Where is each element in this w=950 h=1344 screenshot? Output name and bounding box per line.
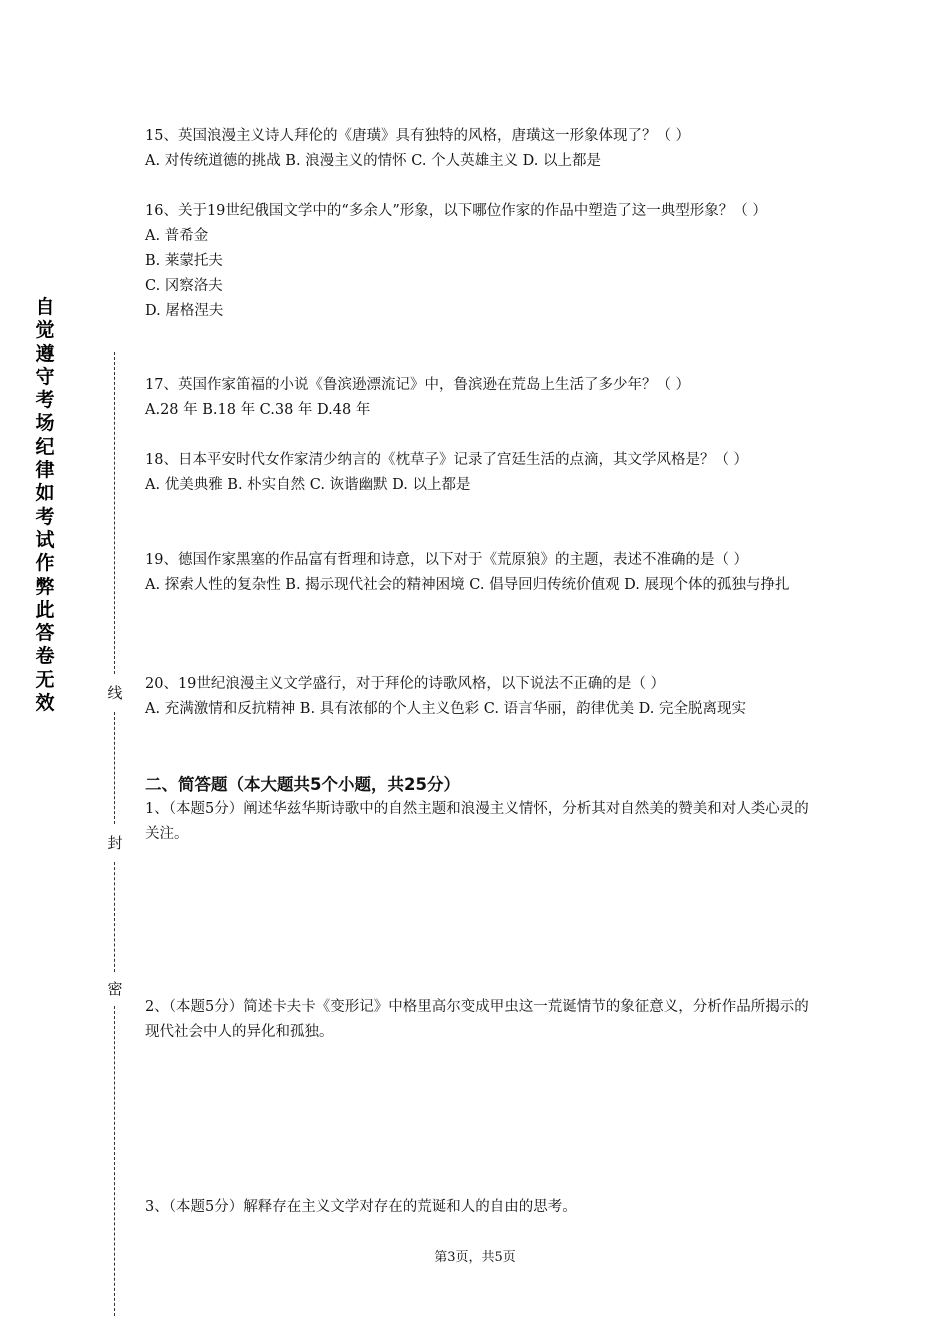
question-stem: 15、英国浪漫主义诗人拜伦的《唐璜》具有独特的风格，唐璜这一形象体现了？（ ） xyxy=(145,128,691,144)
exam-discipline-warning: 自觉遵守考场纪律如考试作弊此答卷无效 xyxy=(35,296,55,715)
binding-mark-line: 线 xyxy=(106,680,124,706)
option-b: B. 莱蒙托夫 xyxy=(145,253,223,269)
question-stem: 18、日本平安时代女作家清少纳言的《枕草子》记录了宫廷生活的点滴，其文学风格是？（ ） xyxy=(145,452,749,468)
question-stem: 17、英国作家笛福的小说《鲁滨逊漂流记》中，鲁滨逊在荒岛上生活了多少年？（ ） xyxy=(145,377,691,393)
question-options: A. 充满激情和反抗精神 B. 具有浓郁的个人主义色彩 C. 语言华丽，韵律优美 D. 完全脱离现实 xyxy=(145,701,747,717)
question-stem: 16、关于19世纪俄国文学中的“多余人”形象，以下哪位作家的作品中塑造了这一典型形象？（ ） xyxy=(145,203,767,219)
question-stem: 20、19世纪浪漫主义文学盛行，对于拜伦的诗歌风格，以下说法不正确的是（ ） xyxy=(145,676,666,692)
question-options: A. 探索人性的复杂性 B. 揭示现代社会的精神困境 C. 倡导回归传统价值观 D. 展现个体的孤独与挣扎 xyxy=(145,577,790,593)
short-answer-2 xyxy=(145,995,810,1045)
question-options: A.28 年 B.18 年 C.38 年 D.48 年 xyxy=(145,402,371,418)
short-answer-prompt: 2、（本题5分）简述卡夫卡《变形记》中格里高尔变成甲虫这一荒诞情节的象征意义，分析作品所揭示的现代社会中人的异化和孤独。 xyxy=(145,999,809,1040)
question-15 xyxy=(145,124,810,174)
question-options: A. 优美典雅 B. 朴实自然 C. 诙谐幽默 D. 以上都是 xyxy=(145,477,471,493)
option-a: A. 普希金 xyxy=(145,228,209,244)
page-number: 第3页，共5页 xyxy=(434,1250,516,1265)
binding-mark-seal: 封 xyxy=(106,830,124,856)
question-options: A. 对传统道德的挑战 B. 浪漫主义的情怀 C. 个人英雄主义 D. 以上都是 xyxy=(145,153,602,169)
short-answer-1 xyxy=(145,797,810,847)
binding-mark-close: 密 xyxy=(106,976,124,1002)
option-d: D. 屠格涅夫 xyxy=(145,303,224,319)
question-17 xyxy=(145,373,810,423)
binding-dashed-line xyxy=(114,1006,115,1316)
binding-dashed-line xyxy=(114,352,115,674)
question-16 xyxy=(145,199,810,324)
short-answer-3 xyxy=(145,1195,810,1220)
binding-dashed-line xyxy=(114,862,115,972)
section-title: 二、简答题（本大题共5个小题，共25分） xyxy=(145,775,460,794)
question-stem: 19、德国作家黑塞的作品富有哲理和诗意，以下对于《荒原狼》的主题，表述不准确的是（ ） xyxy=(145,552,749,568)
question-19 xyxy=(145,548,810,598)
question-20 xyxy=(145,672,810,722)
option-c: C. 冈察洛夫 xyxy=(145,278,223,294)
short-answer-prompt: 3、（本题5分）解释存在主义文学对存在的荒诞和人的自由的思考。 xyxy=(145,1199,577,1215)
binding-dashed-line xyxy=(114,712,115,824)
question-18 xyxy=(145,448,810,498)
short-answer-prompt: 1、（本题5分）阐述华兹华斯诗歌中的自然主题和浪漫主义情怀，分析其对自然美的赞美和对人类心灵的关注。 xyxy=(145,801,809,842)
